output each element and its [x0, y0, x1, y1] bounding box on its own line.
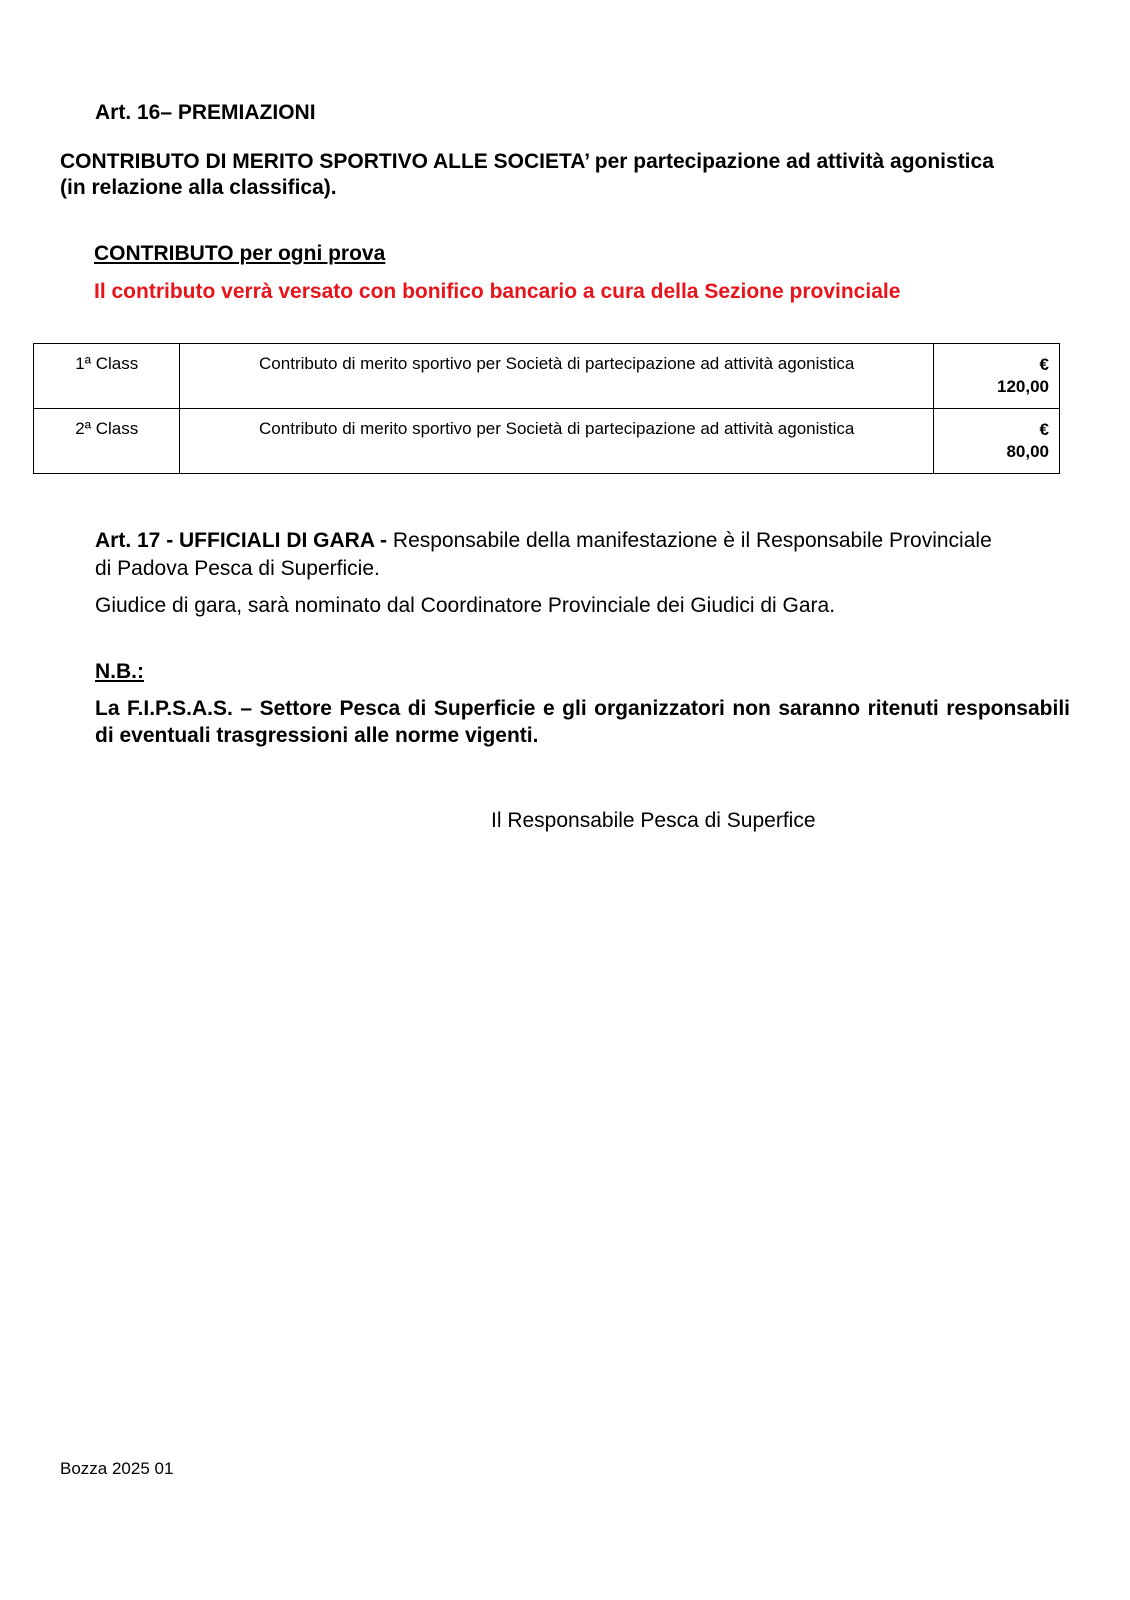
- intro-line-2: (in relazione alla classifica).: [60, 176, 337, 199]
- table-row: [34, 409, 1060, 474]
- amount-cell: [933, 344, 1059, 409]
- nb-label: N.B.:: [95, 660, 144, 683]
- amount-cell: [933, 409, 1059, 474]
- currency-symbol: €: [1039, 355, 1049, 374]
- payment-note: Il contributo verrà versato con bonifico bancario a cura della Sezione provinciale: [94, 280, 901, 303]
- art16-intro: [60, 149, 1070, 201]
- judge-note: Giudice di gara, sarà nominato dal Coordinatore Provinciale dei Giudici di Gara.: [95, 594, 836, 617]
- signature: Il Responsabile Pesca di Superfice: [491, 809, 816, 832]
- description-cell: Contributo di merito sportivo per Società di partecipazione ad attività agonistica: [180, 409, 933, 474]
- art17-text-line-1: Responsabile della manifestazione è il Responsabile Provinciale: [387, 529, 992, 552]
- table-row: [34, 344, 1060, 409]
- art17-paragraph: [95, 527, 1070, 583]
- nb-text: La F.I.P.S.A.S. – Settore Pesca di Superficie e gli organizzatori non saranno ritenuti responsabili di eventuali trasgressioni alle norme vigenti.: [95, 697, 1070, 747]
- art17-heading: Art. 17 - UFFICIALI DI GARA -: [95, 529, 388, 552]
- description-cell: Contributo di merito sportivo per Società di partecipazione ad attività agonistica: [180, 344, 933, 409]
- class-cell: 1ª Class: [34, 344, 180, 409]
- contributo-subheading: CONTRIBUTO per ogni prova: [94, 242, 386, 265]
- intro-line-1: CONTRIBUTO DI MERITO SPORTIVO ALLE SOCIETA’ per partecipazione ad attività agonistica: [60, 150, 994, 173]
- amount-value: 120,00: [997, 377, 1049, 396]
- footer-draft-label: Bozza 2025 01: [60, 1459, 174, 1478]
- art16-heading: Art. 16– PREMIAZIONI: [95, 101, 316, 124]
- art17-text-line-2: di Padova Pesca di Superficie.: [95, 557, 380, 580]
- class-cell: 2ª Class: [34, 409, 180, 474]
- currency-symbol: €: [1039, 420, 1049, 439]
- amount-value: 80,00: [1006, 442, 1049, 461]
- prizes-table: [33, 343, 1060, 474]
